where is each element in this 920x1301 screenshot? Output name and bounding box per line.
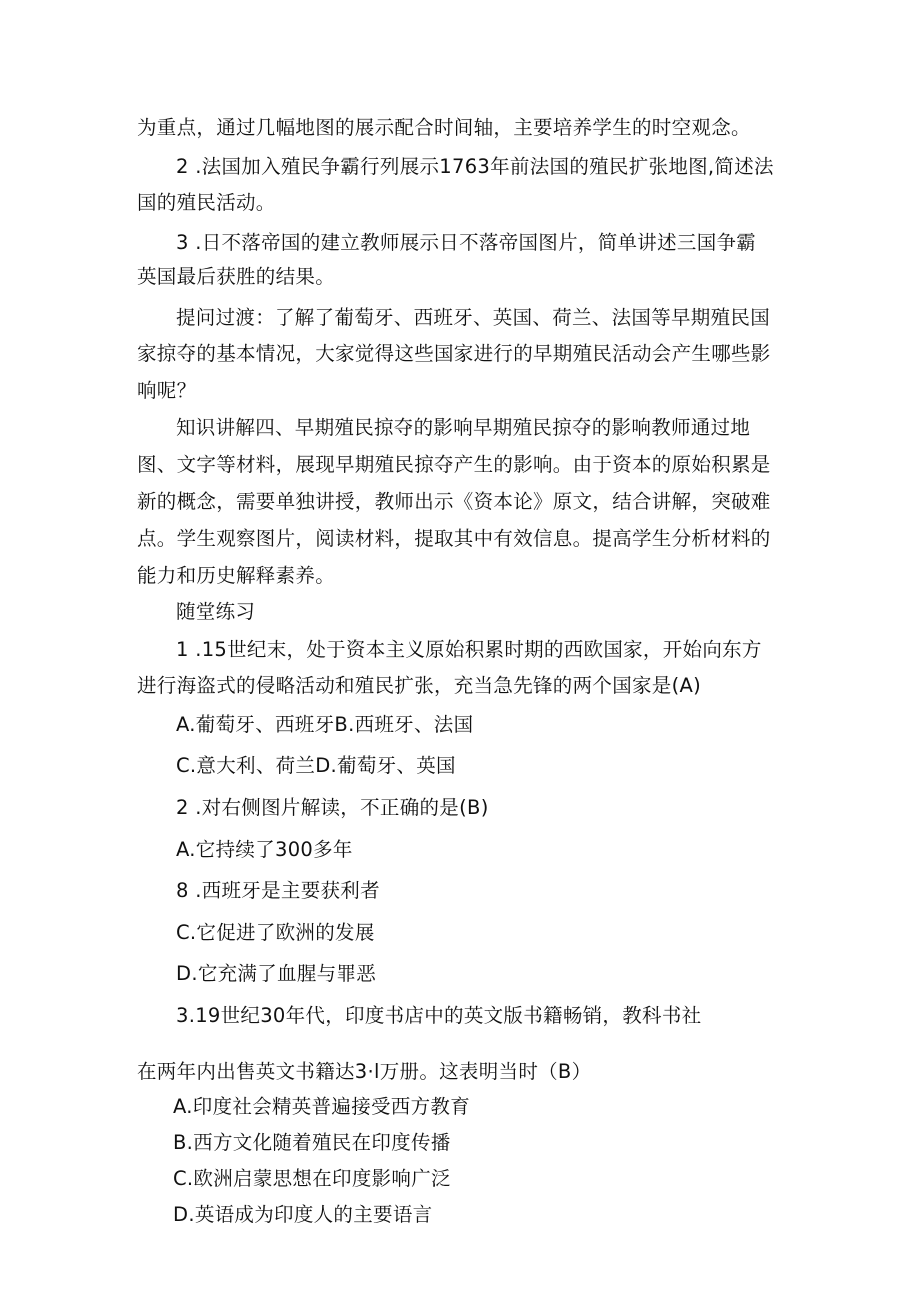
paragraph-line: 英国最后获胜的结果。: [137, 265, 336, 288]
paragraph-line: 能力和历史解释素养。: [137, 564, 336, 587]
paragraph-line: 家掠夺的基本情况，大家觉得这些国家进行的早期殖民活动会产生哪些影: [137, 342, 771, 365]
question-3-option-b: B.西方文化随着殖民在印度传播: [173, 1131, 451, 1154]
paragraph-line: 提问过渡：了解了葡萄牙、西班牙、英国、荷兰、法国等早期殖民国: [176, 306, 771, 329]
question-2-option-d: D.它充满了血腥与罪恶: [176, 962, 377, 985]
paragraph-line: 为重点，通过几幅地图的展示配合时间轴，主要培养学生的时空观念。: [137, 116, 751, 139]
question-3-option-a: A.印度社会精英普遍接受西方教育: [173, 1095, 470, 1118]
question-1-options-ab: A.葡萄牙、西班牙B.西班牙、法国: [176, 713, 474, 736]
paragraph-line: 点。学生观察图片，阅读材料，提取其中有效信息。提高学生分析材料的: [137, 527, 771, 550]
question-2: 2 .对右侧图片解读，不正确的是(B): [176, 796, 489, 819]
question-3-option-c: C.欧洲启蒙思想在印度影响广泛: [173, 1167, 451, 1190]
question-3-option-d: D.英语成为印度人的主要语言: [173, 1203, 433, 1226]
section-heading: 随堂练习: [176, 600, 256, 623]
question-2-option-c: C.它促进了欧洲的发展: [176, 921, 375, 944]
paragraph-line: 3 .日不落帝国的建立教师展示日不落帝国图片，简单讲述三国争霸: [176, 231, 757, 254]
paragraph-line: 知识讲解四、早期殖民掠夺的影响早期殖民掠夺的影响教师通过地: [176, 416, 751, 439]
paragraph-line: 图、文字等材料，展现早期殖民掠夺产生的影响。由于资本的原始积累是: [137, 453, 771, 476]
paragraph-line: 新的概念，需要单独讲授，教师出示《资本论》原文，结合讲解，突破难: [137, 490, 771, 513]
question-1: 1 .15世纪末，处于资本主义原始积累时期的西欧国家，开始向东方: [176, 638, 762, 661]
question-3-cont: 在两年内出售英文书籍达3·l万册。这表明当时（B）: [137, 1060, 592, 1083]
question-1-options-cd: C.意大利、荷兰D.葡萄牙、英国: [176, 754, 456, 777]
paragraph-line: 2 .法国加入殖民争霸行列展示1763年前法国的殖民扩张地图,简述法: [176, 155, 774, 178]
question-2-option-b: 8 .西班牙是主要获利者: [176, 879, 380, 902]
paragraph-line: 国的殖民活动。: [137, 191, 276, 214]
question-1-cont: 进行海盗式的侵略活动和殖民扩张，充当急先锋的两个国家是(A): [137, 674, 702, 697]
paragraph-line: 响呢？: [137, 379, 197, 402]
question-3: 3.19世纪30年代，印度书店中的英文版书籍畅销，教科书社: [176, 1004, 702, 1027]
question-2-option-a: A.它持续了300多年: [176, 838, 353, 861]
